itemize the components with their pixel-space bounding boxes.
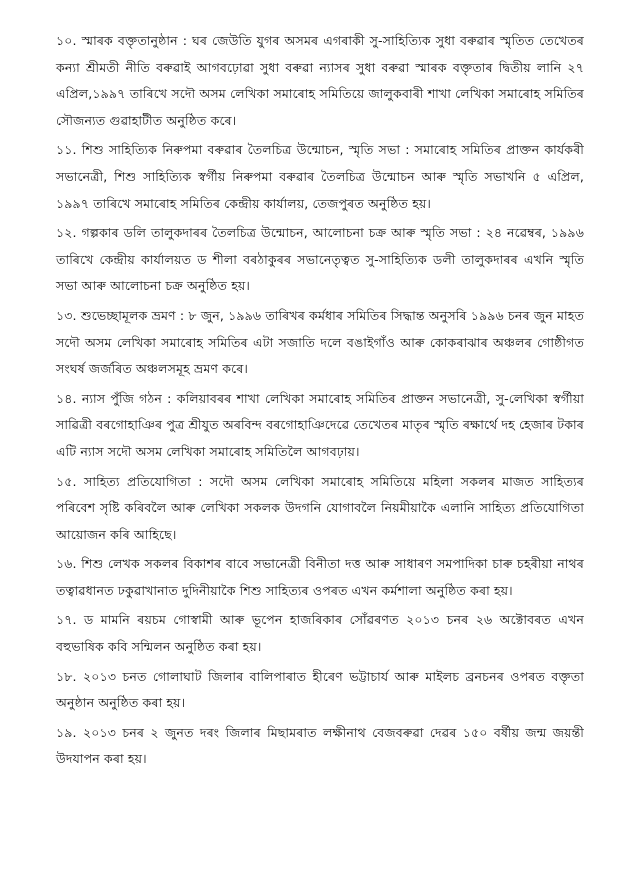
paragraph-11: ১১. শিশু সাহিত্যিক নিৰুপমা বৰুৱাৰ তৈলচিত্ৰ উন্মোচন, স্মৃতি সভা : সমাৰোহ সমিতিৰ প্ৰাক্তন কাৰ্যকৰী সভানেত্ৰী, শিশু সাহিত্যিক স্বৰ্গীয় নিৰুপমা বৰুৱাৰ তৈলচিত্ৰ উন্মোচন আৰু স্মৃতি সভাখনি ৫ এপ্ৰিল, ১৯৯৭ তাৰিখে সমাৰোহ সমিতিৰ কেন্দ্ৰীয় কাৰ্যালয়, তেজপুৰত অনুষ্ঠিত হয়। — [56, 142, 584, 211]
paragraph-18: ১৮. ২০১৩ চনত গোলাঘাট জিলাৰ বালিপাৰাত হীৰেণ ভট্টাচাৰ্য আৰু মাইলচ ব্ৰনচনৰ ওপৰত বক্তৃতা অনুষ্ঠান অনুষ্ঠিত কৰা হয়। — [56, 668, 584, 711]
paragraph-17: ১৭. ড মামনি ৰয়চম গোস্বামী আৰু ভূপেন হাজৰিকাৰ সোঁৱৰণত ২০১৩ চনৰ ২৬ অক্টোবৰত এখন বহুভাষিক কবি সন্মিলন অনুষ্ঠিত কৰা হয়। — [56, 612, 584, 655]
paragraph-15: ১৫. সাহিত্য প্ৰতিযোগিতা : সদৌ অসম লেখিকা সমাৰোহ সমিতিয়ে মহিলা সকলৰ মাজত সাহিত্যৰ পৰিবেশ সৃষ্টি কৰিবলৈ আৰু লেখিকা সকলক উদগনি যোগাবলৈ নিয়মীয়াকৈ এলানি সাহিত্য প্ৰতিযোগিতা আয়োজন কৰি আহিছে। — [56, 473, 584, 542]
paragraph-14: ১৪. ন্যাস পুঁজি গঠন : কলিয়াবৰৰ শাখা লেখিকা সমাৰোহ সমিতিৰ প্ৰাক্তন সভানেত্ৰী, সু-লেখিকা স্বৰ্গীয়া সাৱিত্ৰী বৰগোহাঞিৰ পুত্ৰ শ্ৰীযুত অৰবিন্দ বৰগোহাঞিদেৱে তেখেতৰ মাতৃৰ স্মৃতি ৰক্ষাৰ্থে দহ হেজাৰ টকাৰ এটি ন্যাস সদৌ অসম লেখিকা সমাৰোহ সমিতিলৈ আগবঢ়ায়। — [56, 390, 584, 459]
paragraph-12: ১২. গল্পকাৰ ডলি তালুকদাৰৰ তৈলচিত্ৰ উন্মোচন, আলোচনা চক্ৰ আৰু স্মৃতি সভা : ২৪ নৱেম্বৰ, ১৯৯৬ তাৰিখে কেন্দ্ৰীয় কাৰ্যালয়ত ড শীলা বৰঠাকুৰৰ সভানেতৃত্বত সু-সাহিত্যিক ডলী তালুকদাৰৰ এখনি স্মৃতি সভা আৰু আলোচনা চক্ৰ অনুষ্ঠিত হয়। — [56, 225, 584, 294]
paragraph-10: ১০. স্মাৰক বক্তৃতানুষ্ঠান : ঘৰ জেউতি যুগৰ অসমৰ এগৰাকী সু-সাহিত্যিক সুধা বৰুৱাৰ স্মৃতিত তেখেতৰ কন্যা শ্ৰীমতী নীতি বৰুৱাই আগবঢ়োৱা সুধা বৰুৱা ন্যাসৰ সুধা বৰুৱা স্মাৰক বক্তৃতাৰ দ্বিতীয় লানি ২৭ এপ্ৰিল,১৯৯৭ তাৰিখে সদৌ অসম লেখিকা সমাৰোহ সমিতিয়ে জালুকবাৰী শাখা লেখিকা সমাৰোহ সমিতিৰ সৌজন্যত গুৱাহাটীত অনুষ্ঠিত কৰে। — [56, 33, 584, 128]
paragraph-13: ১৩. শুভেচ্ছামূলক ভ্ৰমণ : ৮ জুন, ১৯৯৬ তাৰিখৰ কৰ্মধাৰ সমিতিৰ সিদ্ধান্ত অনুসৰি ১৯৯৬ চনৰ জুন মাহত সদৌ অসম লেখিকা সমাৰোহ সমিতিৰ এটা সজাতি দলে বঙাইগাঁও আৰু কোকৰাঝাৰ অঞ্চলৰ গোষ্ঠীগত সংঘৰ্ষ জৰ্জৰিত অঞ্চলসমূহ ভ্ৰমণ কৰে। — [56, 307, 584, 377]
paragraph-16: ১৬. শিশু লেখক সকলৰ বিকাশৰ বাবে সভানেত্ৰী বিনীতা দত্ত আৰু সাধাৰণ সমপাদিকা চাৰু চহৰীয়া নাথৰ তত্বাৱধানত ঢকুৱাখানাত দুদিনীয়াকৈ শিশু সাহিত্যৰ ওপৰত এখন কৰ্মশালা অনুষ্ঠিত কৰা হয়। — [56, 556, 584, 598]
paragraph-19: ১৯. ২০১৩ চনৰ ২ জুনত দৰং জিলাৰ মিছামৰাত লক্ষীনাথ বেজবৰুৱা দেৱৰ ১৫০ বৰ্ষীয় জন্ম জয়ন্তী উদযাপন কৰা হয়। — [56, 724, 584, 767]
